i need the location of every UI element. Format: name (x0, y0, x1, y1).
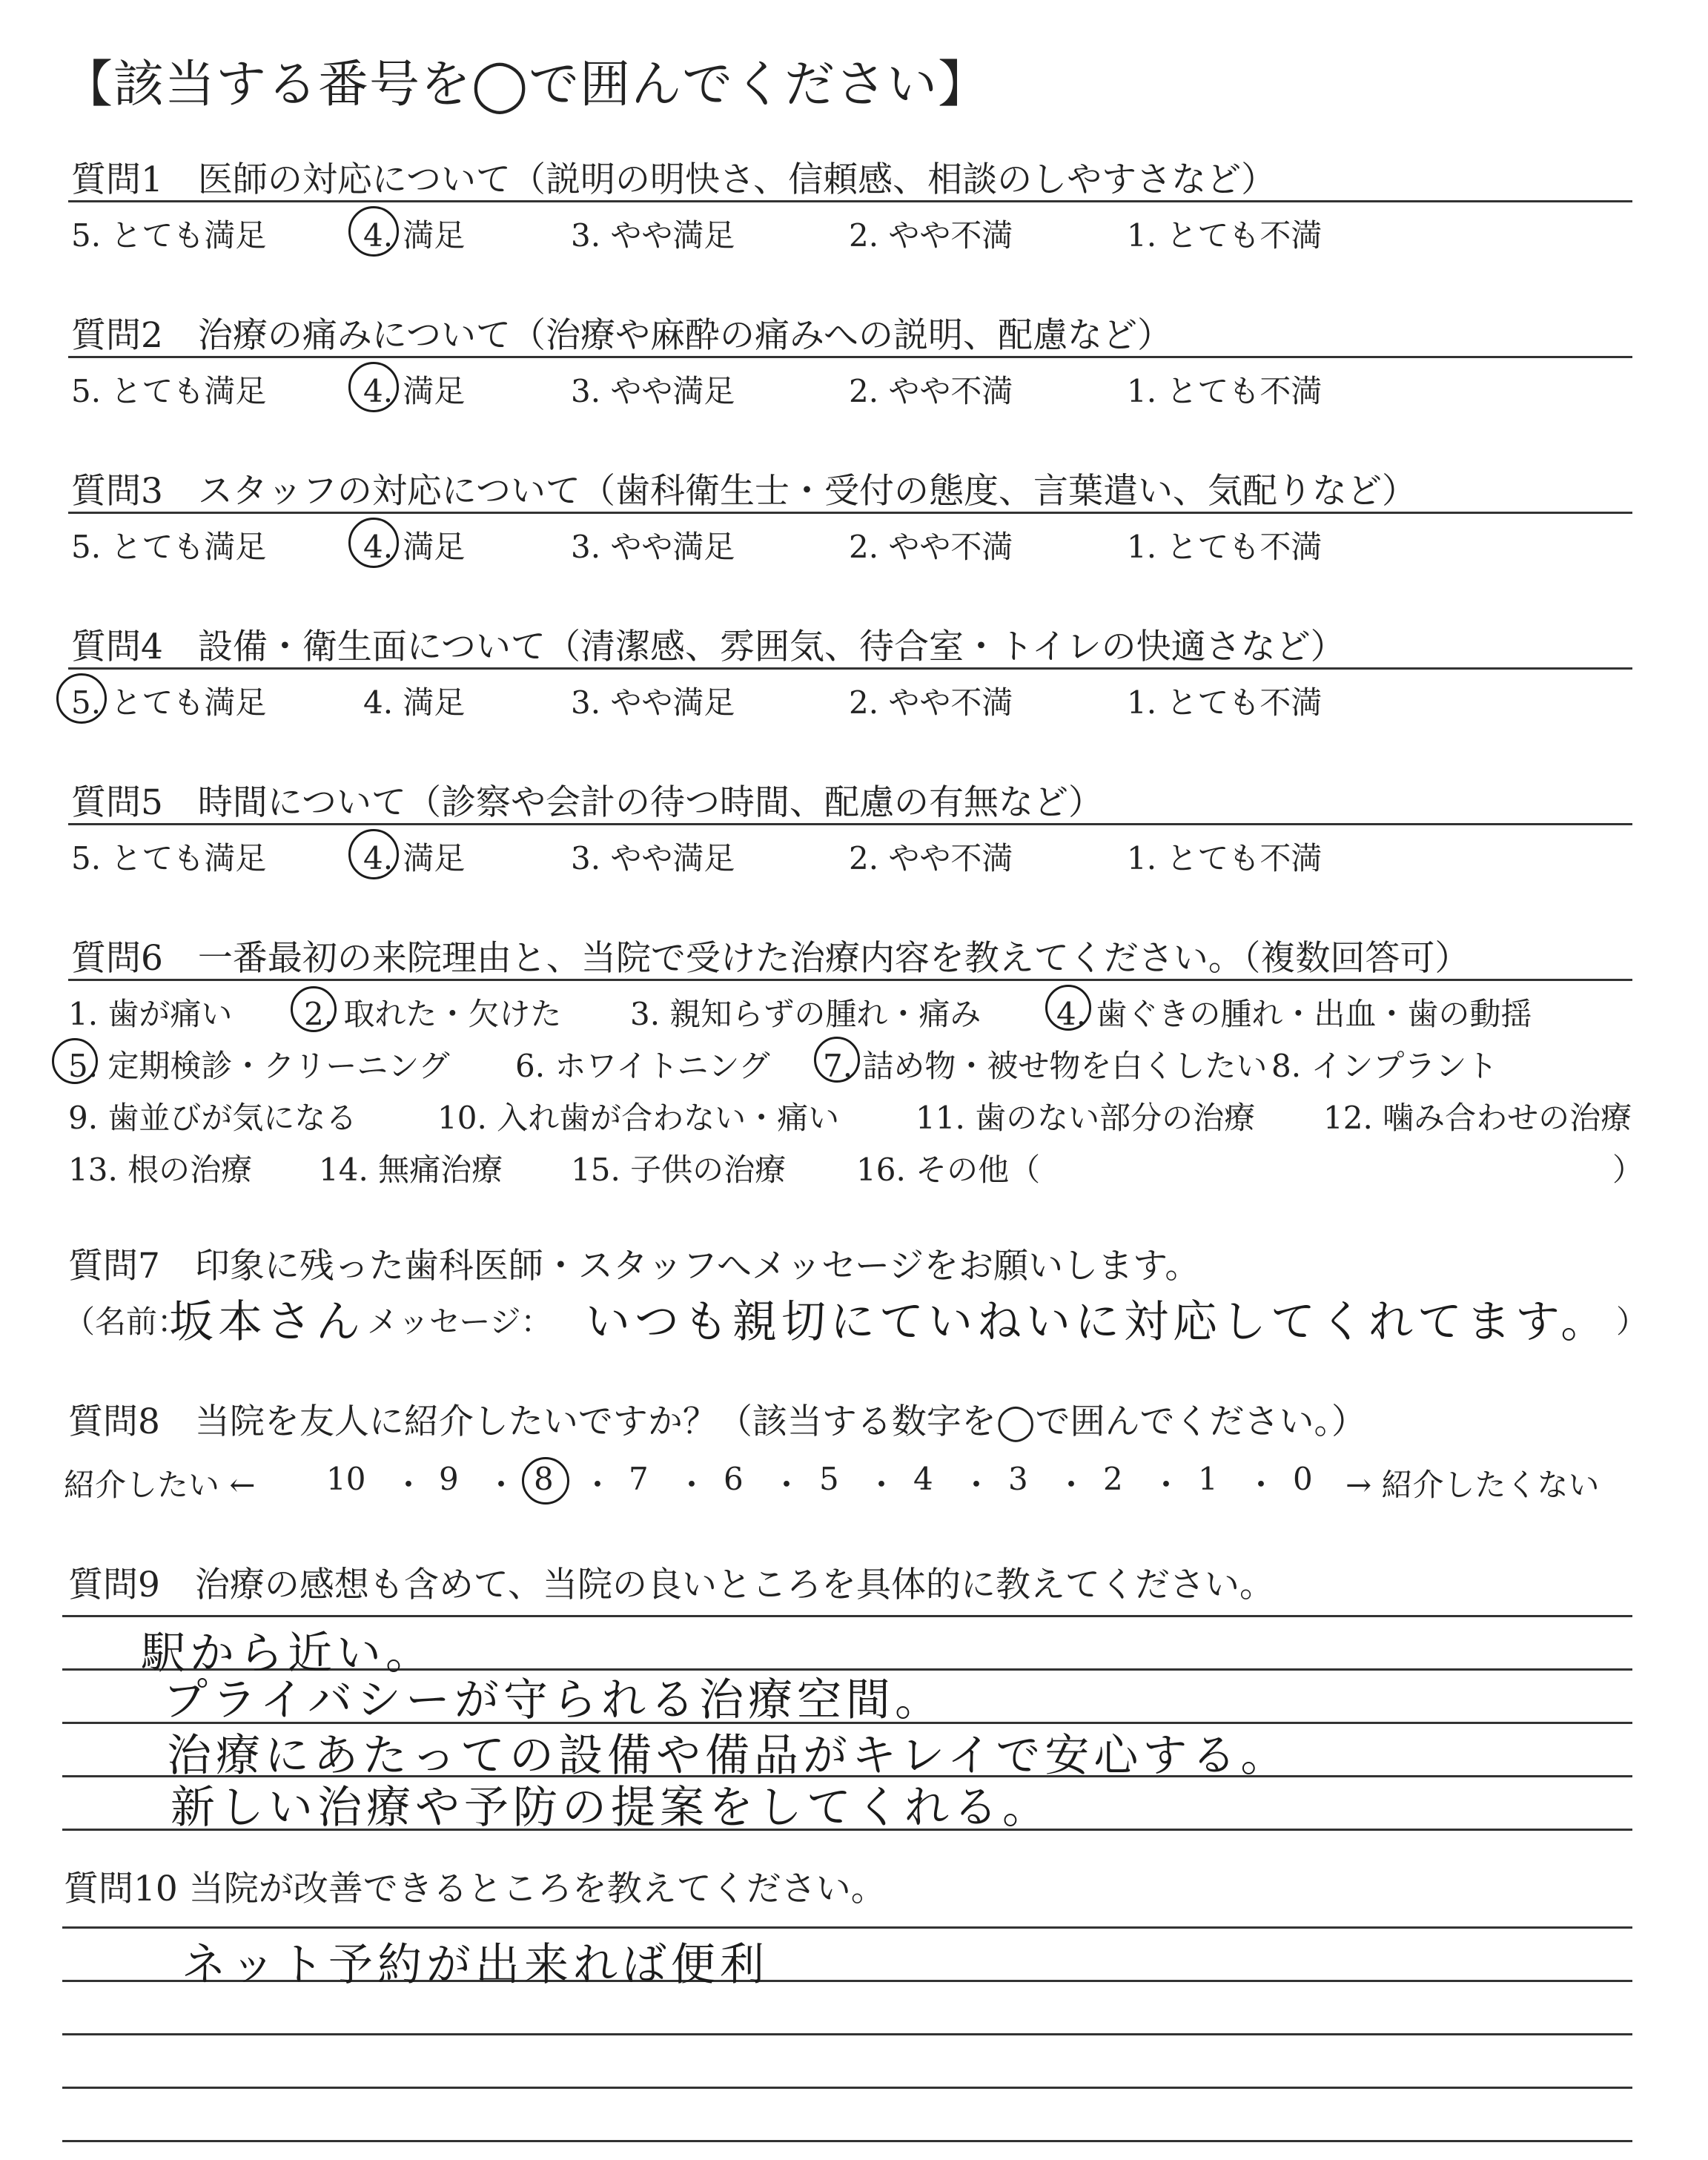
q3-option-1[interactable]: 1. とても不満 (1127, 529, 1323, 565)
q10-write-line (62, 2140, 1632, 2142)
q8-scale-sep: ・ (393, 1467, 425, 1503)
q9-answer-line[interactable]: プライバシーが守られる治療空間。 (163, 1674, 944, 1726)
q5-option-4[interactable]: 4. 満足 (363, 840, 466, 876)
q4-option-3[interactable]: 3. やや満足 (571, 684, 735, 721)
q8-scale-sep: ・ (961, 1467, 993, 1503)
q8-scale-5[interactable]: 5 (819, 1461, 839, 1497)
q3-option-5[interactable]: 5. とても満足 (71, 529, 267, 565)
q8-right-label: → 紹介したくない (1345, 1467, 1600, 1503)
q5-option-5[interactable]: 5. とても満足 (71, 840, 267, 876)
q8-scale-sep: ・ (866, 1467, 898, 1503)
q8-scale-2[interactable]: 2 (1103, 1461, 1123, 1497)
q8-scale-4[interactable]: 4 (913, 1461, 933, 1497)
q4-option-5[interactable]: 5. とても満足 (71, 684, 267, 721)
q8-scale-sep: ・ (1151, 1467, 1182, 1503)
q10-write-line (62, 2087, 1632, 2089)
q6-option-6[interactable]: 6. ホワイトニング (515, 1048, 770, 1084)
q6-option-5[interactable]: 5. 定期検診・クリーニング (68, 1048, 450, 1084)
q7-name-value[interactable]: 坂本さん (169, 1296, 365, 1348)
q5-title: 質問5 時間について（診察や会計の待つ時間、配慮の有無など） (71, 782, 1103, 823)
q4-option-1[interactable]: 1. とても不満 (1127, 684, 1323, 721)
q6-option-4[interactable]: 4. 歯ぐきの腫れ・出血・歯の動揺 (1056, 996, 1532, 1032)
q6-option-11[interactable]: 11. 歯のない部分の治療 (916, 1100, 1256, 1136)
q8-scale-sep: ・ (771, 1467, 803, 1503)
q1-option-4[interactable]: 4. 満足 (363, 217, 466, 254)
q5-option-1[interactable]: 1. とても不満 (1127, 840, 1323, 876)
q6-option-1[interactable]: 1. 歯が痛い (68, 996, 233, 1032)
q4-rule (68, 667, 1632, 670)
q3-title: 質問3 スタッフの対応について（歯科衛生士・受付の態度、言葉遣い、気配りなど） (71, 471, 1417, 512)
q8-scale-0[interactable]: 0 (1293, 1461, 1313, 1497)
q7-title: 質問7 印象に残った歯科医師・スタッフへメッセージをお願いします。 (68, 1246, 1200, 1287)
q6-option-7[interactable]: 7. 詰め物・被せ物を白くしたい (823, 1048, 1268, 1084)
q1-option-2[interactable]: 2. やや不満 (849, 217, 1013, 254)
q1-title: 質問1 医師の対応について（説明の明快さ、信頼感、相談のしやすさなど） (71, 159, 1277, 200)
q3-option-2[interactable]: 2. やや不満 (849, 529, 1013, 565)
q10-write-line (62, 2033, 1632, 2035)
q8-scale-7[interactable]: 7 (629, 1461, 649, 1497)
q6-option-2[interactable]: 2. 取れた・欠けた (304, 996, 562, 1032)
q1-selection-circle (348, 206, 399, 257)
q1-option-5[interactable]: 5. とても満足 (71, 217, 267, 254)
q2-selection-circle (348, 362, 399, 412)
q1-option-1[interactable]: 1. とても不満 (1127, 217, 1323, 254)
q2-option-4[interactable]: 4. 満足 (363, 373, 466, 409)
q2-option-1[interactable]: 1. とても不満 (1127, 373, 1323, 409)
q4-title: 質問4 設備・衛生面について（清潔感、雰囲気、待合室・トイレの快適さなど） (71, 627, 1345, 667)
q9-answer-line[interactable]: 駅から近い。 (141, 1628, 434, 1680)
q5-selection-circle (348, 829, 399, 879)
q6-option-10[interactable]: 10. 入れ歯が合わない・痛い (437, 1100, 840, 1136)
q8-scale-10[interactable]: 10 (326, 1461, 366, 1497)
q8-scale-6[interactable]: 6 (724, 1461, 744, 1497)
q10-title: 質問10 当院が改善できるところを教えてください。 (64, 1869, 886, 1909)
q4-option-2[interactable]: 2. やや不満 (849, 684, 1013, 721)
q8-scale-sep: ・ (1245, 1467, 1277, 1503)
q9-title: 質問9 治療の感想も含めて、当院の良いところを具体的に教えてください。 (68, 1565, 1274, 1605)
q9-answer-line[interactable]: 治療にあたっての設備や備品がキレイで安心する。 (167, 1730, 1290, 1782)
q2-title: 質問2 治療の痛みについて（治療や麻酔の痛みへの説明、配慮など） (71, 315, 1173, 356)
q5-option-2[interactable]: 2. やや不満 (849, 840, 1013, 876)
page-heading: 【該当する番号を◯で囲んでください】 (62, 56, 990, 114)
q6-option-13[interactable]: 13. 根の治療 (68, 1152, 253, 1188)
q9-answer-line[interactable]: 新しい治療や予防の提案をしてくれる。 (171, 1782, 1051, 1834)
q7-close-paren: ） (1616, 1304, 1648, 1340)
q2-option-2[interactable]: 2. やや不満 (849, 373, 1013, 409)
q3-selection-circle (348, 518, 399, 568)
q8-scale-sep: ・ (582, 1467, 614, 1503)
q3-option-4[interactable]: 4. 満足 (363, 529, 466, 565)
q7-message-value[interactable]: いつも親切にていねいに対応してくれてます。 (586, 1296, 1610, 1348)
q7-name-label: （名前： (64, 1304, 189, 1340)
q2-option-5[interactable]: 5. とても満足 (71, 373, 267, 409)
q8-scale-9[interactable]: 9 (439, 1461, 459, 1497)
q6-option-12[interactable]: 12. 噛み合わせの治療 (1323, 1100, 1632, 1136)
q6-title: 質問6 一番最初の来院理由と、当院で受けた治療内容を教えてください。（複数回答可） (71, 938, 1470, 979)
q8-scale-sep: ・ (676, 1467, 708, 1503)
q5-option-3[interactable]: 3. やや満足 (571, 840, 735, 876)
q4-selection-circle (56, 673, 107, 724)
q6-rule (68, 979, 1632, 981)
q6-selection-circle-7 (814, 1037, 860, 1083)
q2-rule (68, 356, 1632, 358)
q5-rule (68, 823, 1632, 825)
q7-message-label: メッセージ： (367, 1304, 552, 1340)
q1-option-3[interactable]: 3. やや満足 (571, 217, 735, 254)
q9-write-line (62, 1615, 1632, 1617)
q6-option-9[interactable]: 9. 歯並びが気になる (68, 1100, 357, 1136)
q8-scale-sep: ・ (1056, 1467, 1088, 1503)
q8-scale-1[interactable]: 1 (1198, 1461, 1218, 1497)
q6-option-8[interactable]: 8. インプラント (1271, 1048, 1498, 1084)
q8-scale-8[interactable]: 8 (534, 1461, 554, 1497)
q6-option-15[interactable]: 15. 子供の治療 (571, 1152, 787, 1188)
q8-scale-sep: ・ (486, 1467, 517, 1503)
q6-option-3[interactable]: 3. 親知らずの腫れ・痛み (630, 996, 982, 1032)
q6-selection-circle-4 (1045, 985, 1091, 1031)
q3-option-3[interactable]: 3. やや満足 (571, 529, 735, 565)
q1-rule (68, 200, 1632, 202)
q4-option-4[interactable]: 4. 満足 (363, 684, 466, 721)
q6-selection-circle-5 (52, 1038, 98, 1084)
q6-other-close-paren: ） (1612, 1152, 1644, 1188)
q6-selection-circle-2 (291, 986, 337, 1032)
q8-scale-3[interactable]: 3 (1008, 1461, 1028, 1497)
q3-rule (68, 512, 1632, 514)
q6-option-16[interactable]: 16. その他（ (856, 1152, 1041, 1188)
q8-title: 質問8 当院を友人に紹介したいですか？（該当する数字を◯で囲んでください。） (68, 1401, 1367, 1442)
q2-option-3[interactable]: 3. やや満足 (571, 373, 735, 409)
q10-write-line (62, 1926, 1632, 1929)
q10-answer-line[interactable]: ネット予約が出来れば便利 (182, 1939, 769, 1991)
q6-option-14[interactable]: 14. 無痛治療 (319, 1152, 503, 1188)
q8-selection-circle (522, 1457, 569, 1505)
q8-left-label: 紹介したい ← (64, 1467, 256, 1503)
